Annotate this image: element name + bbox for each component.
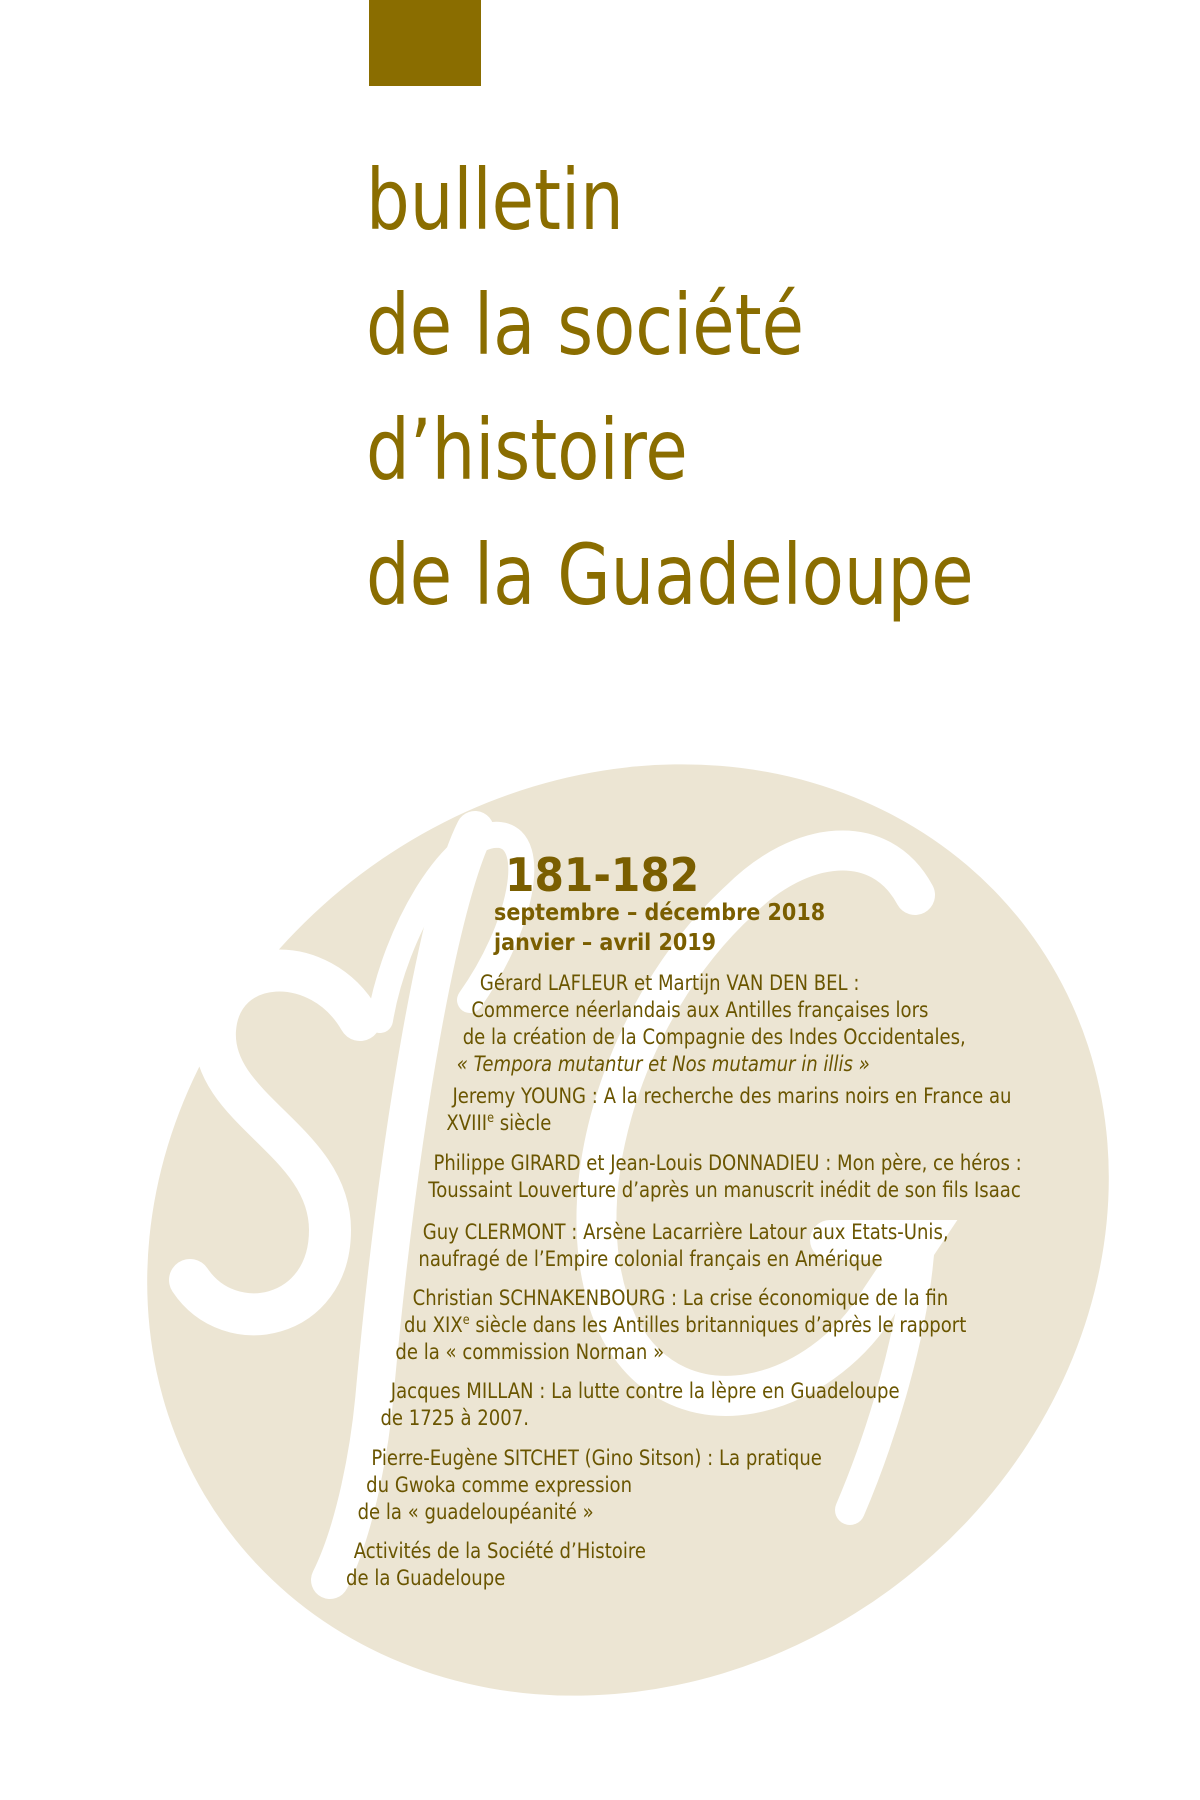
article-line: Jacques MILLAN : La lutte contre la lèpre en Guadeloupe	[390, 1379, 900, 1403]
article-line: « Tempora mutantur et Nos mutamur in illis »	[456, 1052, 870, 1076]
superscript-e: e	[462, 1313, 470, 1328]
article-line: de la « guadeloupéanité »	[357, 1500, 594, 1524]
title-line-1: bulletin	[366, 151, 624, 249]
issue-dates	[494, 898, 825, 958]
article-line: de 1725 à 2007.	[380, 1406, 529, 1430]
title-line-2: de la société	[366, 276, 805, 374]
title-line-3: d’histoire	[366, 401, 688, 499]
article-line: de la Guadeloupe	[346, 1566, 506, 1590]
title-line-4: de la Guadeloupe	[366, 526, 974, 624]
superscript-e: e	[487, 1111, 495, 1126]
article-line: de la « commission Norman »	[395, 1340, 665, 1364]
issue-period-2: janvier – avril 2019	[494, 930, 717, 956]
article-line: Commerce néerlandais aux Antilles françaises lors	[471, 998, 929, 1022]
article-line: de la création de la Compagnie des Indes Occidentales,	[462, 1025, 966, 1049]
article-line: Toussaint Louverture d’après un manuscrit inédit de son fils Isaac	[428, 1178, 1021, 1202]
article-line: Guy CLERMONT : Arsène Lacarrière Latour aux Etats-Unis,	[422, 1220, 949, 1244]
article-line: Christian SCHNAKENBOURG : La crise économique de la fin	[412, 1286, 949, 1310]
article-line: du Gwoka comme expression	[366, 1473, 633, 1497]
issue-period-1: septembre – décembre 2018	[494, 900, 826, 926]
article-line: Philippe GIRARD et Jean-Louis DONNADIEU : Mon père, ce héros :	[433, 1151, 1022, 1175]
article-line: du XIXe siècle dans les Antilles britanniques d’après le rapport	[404, 1313, 967, 1337]
article-line: Pierre-Eugène SITCHET (Gino Sitson) : La pratique	[371, 1446, 822, 1470]
issue-number: 181-182	[505, 848, 700, 902]
article-line: Jeremy YOUNG : A la recherche des marins noirs en France au	[452, 1084, 1012, 1108]
article-line: XVIIIe siècle	[446, 1111, 552, 1135]
article-line: Activités de la Société d’Histoire	[353, 1539, 647, 1563]
article-line: Gérard LAFLEUR et Martijn VAN DEN BEL :	[479, 971, 860, 995]
article-line: naufragé de l’Empire colonial français en Amérique	[418, 1247, 883, 1271]
